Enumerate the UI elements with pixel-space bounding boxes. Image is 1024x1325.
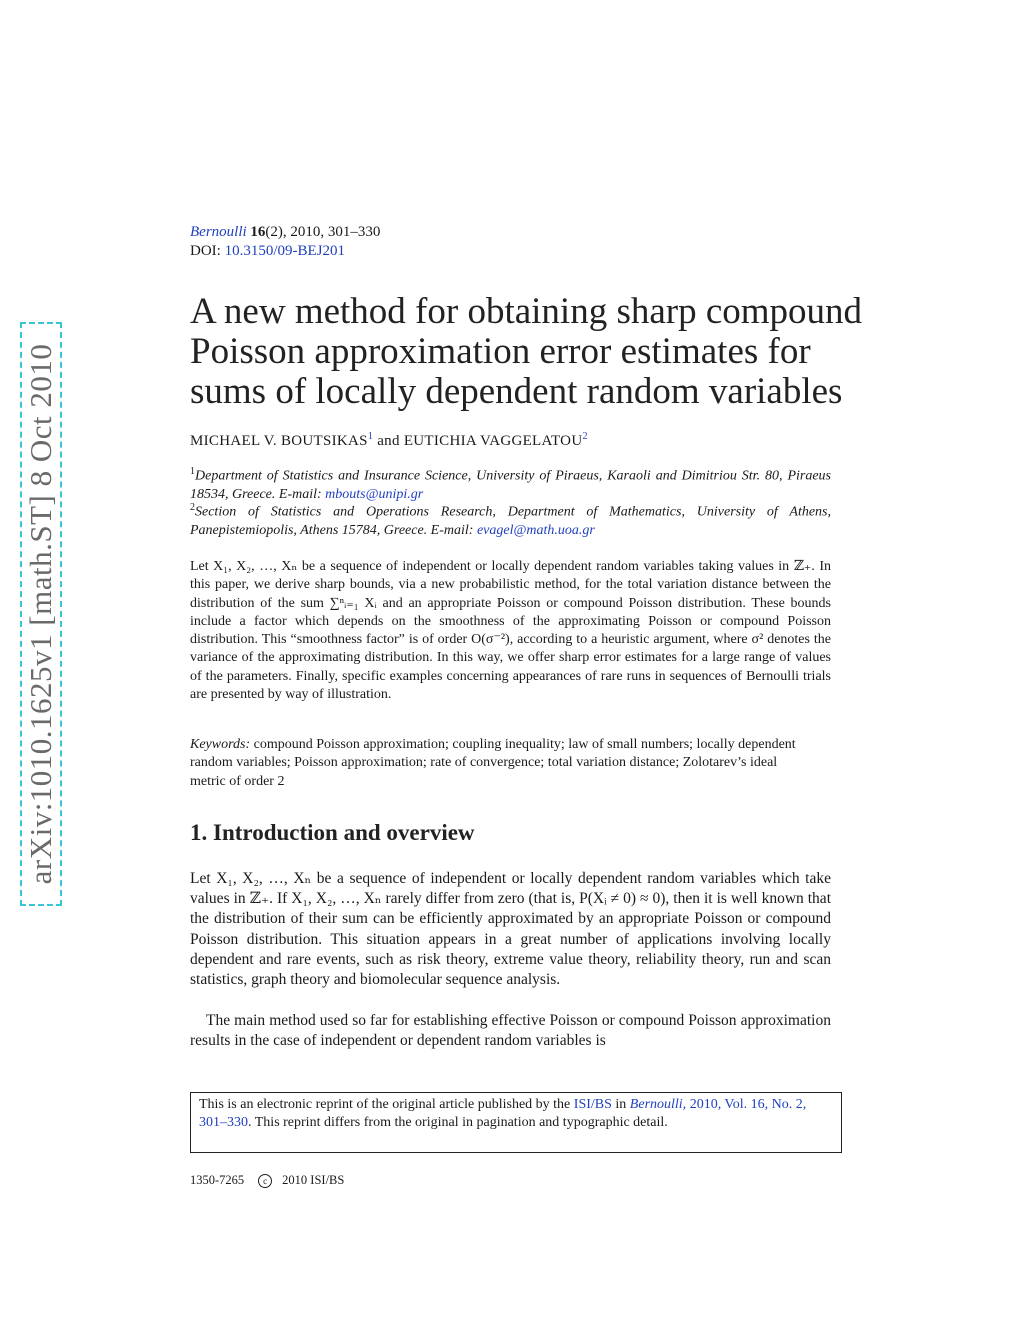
affiliation-2-marker: 2 (190, 502, 195, 513)
affiliation-2 (190, 499, 831, 540)
keywords-text: compound Poisson approximation; coupling inequality; law of small numbers; locally dependent random variables; Poisson approximation; rate of convergence; total variation distance; Zolotarev’s ideal metric of order 2 (190, 737, 796, 789)
author-2: EUTICHIA VAGGELATOU (403, 433, 583, 449)
title-line-2: Poisson approximation error estimates for (190, 331, 811, 372)
journal-volume: 16 (250, 224, 266, 240)
citation-link[interactable]: 2010, Vol. 16, No. 2, 301–330 (199, 1097, 807, 1130)
affiliation-1-text: Department of Statistics and Insurance Science, University of Piraeus, Karaoli and Dimitriou Str. 80, Piraeus 18534, Greece. E-mail: (190, 468, 831, 502)
affiliation-1 (190, 463, 831, 504)
author-1: MICHAEL V. BOUTSIKAS (190, 433, 368, 449)
copyright-icon: c (258, 1174, 272, 1188)
doi-line (190, 243, 345, 260)
author-list (190, 431, 588, 450)
author-conjunction: and (377, 433, 400, 449)
reprint-notice (190, 1092, 842, 1153)
title-line-1: A new method for obtaining sharp compound (190, 291, 863, 332)
keywords (190, 736, 810, 791)
abstract: Let X₁, X₂, …, Xₙ be a sequence of independent or locally dependent random variables taking values in ℤ₊. In this paper, we derive sharp bounds, via a new probabilistic method, for the total variation distance between the distribution of the sum ∑ⁿᵢ₌₁ Xᵢ and an appropriate Poisson or compound Poisson distribution. These bounds include a factor which depends on the smoothness of the approximating Poisson or compound Poisson distribution. This “smoothness factor” is of order O(σ⁻²), according to a heuristic argument, where σ² denotes the variance of the approximating distribution. In this way, we offer sharp error estimates for a large range of values of the parameters. Finally, specific examples concerning appearances of rare runs in sequences of Bernoulli trials are presented by way of illustration. (190, 559, 831, 703)
email-link-2[interactable]: evagel@math.uoa.gr (476, 522, 595, 538)
journal-reprint-link[interactable]: Bernoulli, (629, 1097, 687, 1112)
author-2-affil-ref[interactable]: 2 (582, 431, 588, 442)
title-line-3: sums of locally dependent random variables (190, 371, 843, 412)
journal-link[interactable]: Bernoulli (190, 224, 247, 240)
isibs-link[interactable]: ISI/BS (573, 1097, 612, 1112)
doi-label: DOI: (190, 243, 221, 259)
email-link-1[interactable]: mbouts@unipi.gr (325, 486, 424, 502)
body-paragraph-1: Let X₁, X₂, …, Xₙ be a sequence of independent or locally dependent random variables which take values in ℤ₊. If X₁, X₂, …, Xₙ rarely differ from zero (that is, P(Xᵢ ≠ 0) ≈ 0), then it is well known that the distribution of their sum can be efficiently approximated by an appropriate Poisson or compound Poisson distribution. This situation appears in a great number of applications involving locally dependent and rare events, such as risk theory, extreme value theory, reliability theory, run and scan statistics, graph theory and biomolecular sequence analysis. (190, 870, 831, 989)
copyright-text: 2010 ISI/BS (282, 1173, 345, 1187)
reprint-text-3: . This reprint differs from the original in pagination and typographic detail. (248, 1115, 668, 1130)
section-heading: 1. Introduction and overview (190, 820, 475, 845)
footer (190, 1173, 344, 1188)
affiliation-1-marker: 1 (190, 466, 195, 477)
author-1-affil-ref[interactable]: 1 (367, 431, 374, 442)
journal-issue-pages: (2), 2010, 301–330 (265, 224, 381, 240)
arxiv-stamp: arXiv:1010.1625v1 [math.ST] 8 Oct 2010 (23, 343, 58, 885)
keywords-label: Keywords: (190, 737, 251, 752)
journal-citation (190, 224, 380, 241)
paper-title (190, 292, 870, 412)
issn: 1350-7265 (190, 1173, 245, 1187)
affiliation-2-text: Section of Statistics and Operations Research, Department of Mathematics, University of Athens, Panepistemiopolis, Athens 15784, Greece. E-mail: (190, 504, 831, 538)
reprint-text-1: This is an electronic reprint of the original article published by the (199, 1097, 574, 1112)
reprint-text-2: in (611, 1097, 630, 1112)
body-paragraph-2: The main method used so far for establishing effective Poisson or compound Poisson approximation results in the case of independent or dependent random variables is (190, 1012, 831, 1050)
doi-link[interactable]: 10.3150/09-BEJ201 (224, 243, 345, 259)
